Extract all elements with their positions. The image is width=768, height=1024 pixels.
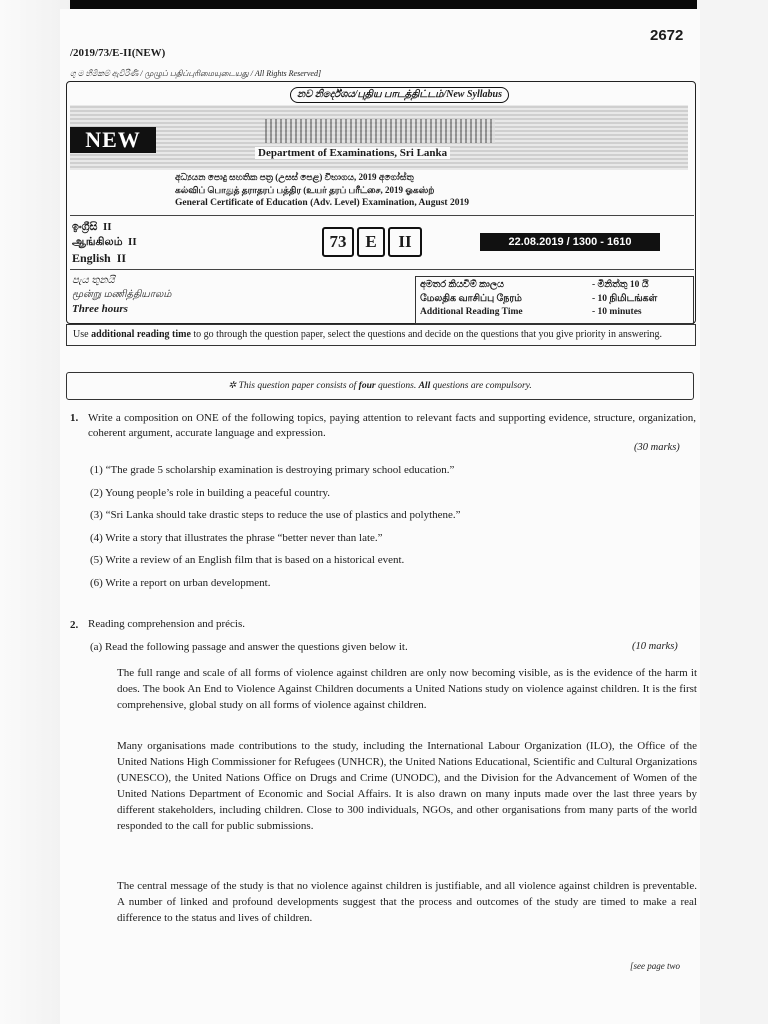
subject-code-box: 73 [322,227,354,257]
question-2a-marks: (10 marks) [632,641,678,652]
reading-label-sinhala: අමතර කියවීම් කාලය [420,280,505,290]
exam-title-english: General Certificate of Education (Adv. Level) Examination, August 2019 [175,198,469,208]
reading-time-box [415,276,694,324]
reading-value-sinhala: - මිනිත්තු 10 යි [592,280,649,290]
passage-paragraph: The full range and scale of all forms of violence against children are only now becoming visible, as is the evidence of the harm it does. The book An End to Violence Against Children documents a United Nations study on violence against children. It is the first comprehensive, global study on all forms of violence against children. [117,667,697,711]
scan-top-edge [70,0,697,9]
see-next-page: [see page two [630,961,680,971]
subject-tamil: ஆங்கிலம் II [72,236,137,248]
question-1-marks: (30 marks) [634,442,680,453]
passage-paragraph: Many organisations made contributions to the study, including the International Labour Organization (ILO), the Office of the United Nations High Commissioner for Refugees (UNHCR), the United Nations Educational, Scientific and Cultural Organizations (UNESCO), the United Nations Office on Drugs and Crime (UNODC), and the Division for the Advancement of Women of the United Nations Department of Economic and Social Affairs. It is also drawn on many inputs made over the last three years by different stakeholders, including children. Close to 300 individuals, NGOs, and other organisations from many parts of the world responded to the call for public submissions. [117,740,697,832]
duration-tamil: மூன்று மணித்தியாலம் [72,289,172,300]
reading-label-tamil: மேலதிக வாசிப்பு நேரம் [420,294,522,304]
question-1-option: (6) Write a report on urban development. [90,577,271,589]
reading-instruction: Use additional reading time to go through the question paper, select the questions and decide on the questions that you give priority in answering. [66,324,696,346]
question-1-number: 1. [70,412,79,424]
duration-english: Three hours [72,303,128,315]
question-2-number: 2. [70,619,79,631]
department-seal-text [265,119,495,143]
paper-code: /2019/73/E-II(NEW) [70,47,166,59]
compulsory-note: ✲ This question paper consists of four questions. All questions are compulsory. [66,372,694,400]
question-1-option: (3) “Sri Lanka should take drastic steps to reduce the use of plastics and polythene.” [90,509,461,521]
passage-paragraph: The central message of the study is that no violence against children is justifiable, and all violence against children is preventable. A number of linked and profound developments suggest that the process and outcomes of the study are timed to make a real difference to the status and lives of children. [117,880,697,924]
paper-code-box: II [388,227,422,257]
serial-number: 2672 [650,27,684,44]
rights-notice: ගු ම හිමිකම් ඇවිරිණි / முழுப் பதிப்புரிமையுடையது / All Rights Reserved] [70,69,322,78]
question-1-prompt: Write a composition on ONE of the following topics, paying attention to relevant facts and supporting evidence, structure, organization, coherent argument, accurate language and expression. [88,412,696,439]
divider [70,269,694,270]
subject-sinhala: ඉංග්‍රීසි II [72,221,112,233]
question-1-option: (1) “The grade 5 scholarship examination is destroying primary school education.” [90,464,455,476]
scan-margin-right [697,0,768,1024]
language-code-box: E [357,227,385,257]
exam-title-sinhala: අධ්‍යයන පොදු සහතික පත්‍ර (උසස් පෙළ) විභාගය, 2019 අගෝස්තු [175,172,414,182]
exam-datetime: 22.08.2019 / 1300 - 1610 [480,233,660,251]
exam-paper-page [60,9,700,1024]
duration-sinhala: පැය තුනයි [72,275,115,286]
reading-value-tamil: - 10 நிமிடங்கள் [592,294,658,304]
reading-label-english: Additional Reading Time [420,307,523,317]
question-2-title: Reading comprehension and précis. [88,618,246,630]
subject-english: English II [72,251,127,265]
divider [70,215,694,216]
question-1-option: (4) Write a story that illustrates the phrase “better never than late.” [90,532,383,544]
exam-title-tamil: கல்விப் பொதுத் தராதரப் பத்திர (உயர் தரப் பரீட்சை, 2019 ஓகஸ்ற் [175,185,435,195]
question-1-option: (5) Write a review of an English film that is based on a historical event. [90,554,405,566]
reading-value-english: - 10 minutes [592,307,642,317]
department-name: Department of Examinations, Sri Lanka [255,147,450,159]
question-2a-prompt: (a) Read the following passage and answer the questions given below it. [90,641,408,653]
syllabus-label: නව නිර්දේශය/புதிய பாடத்திட்டம்/New Syllabus [290,87,509,103]
question-1-option: (2) Young people’s role in building a peaceful country. [90,487,331,499]
new-badge: NEW [70,127,156,153]
